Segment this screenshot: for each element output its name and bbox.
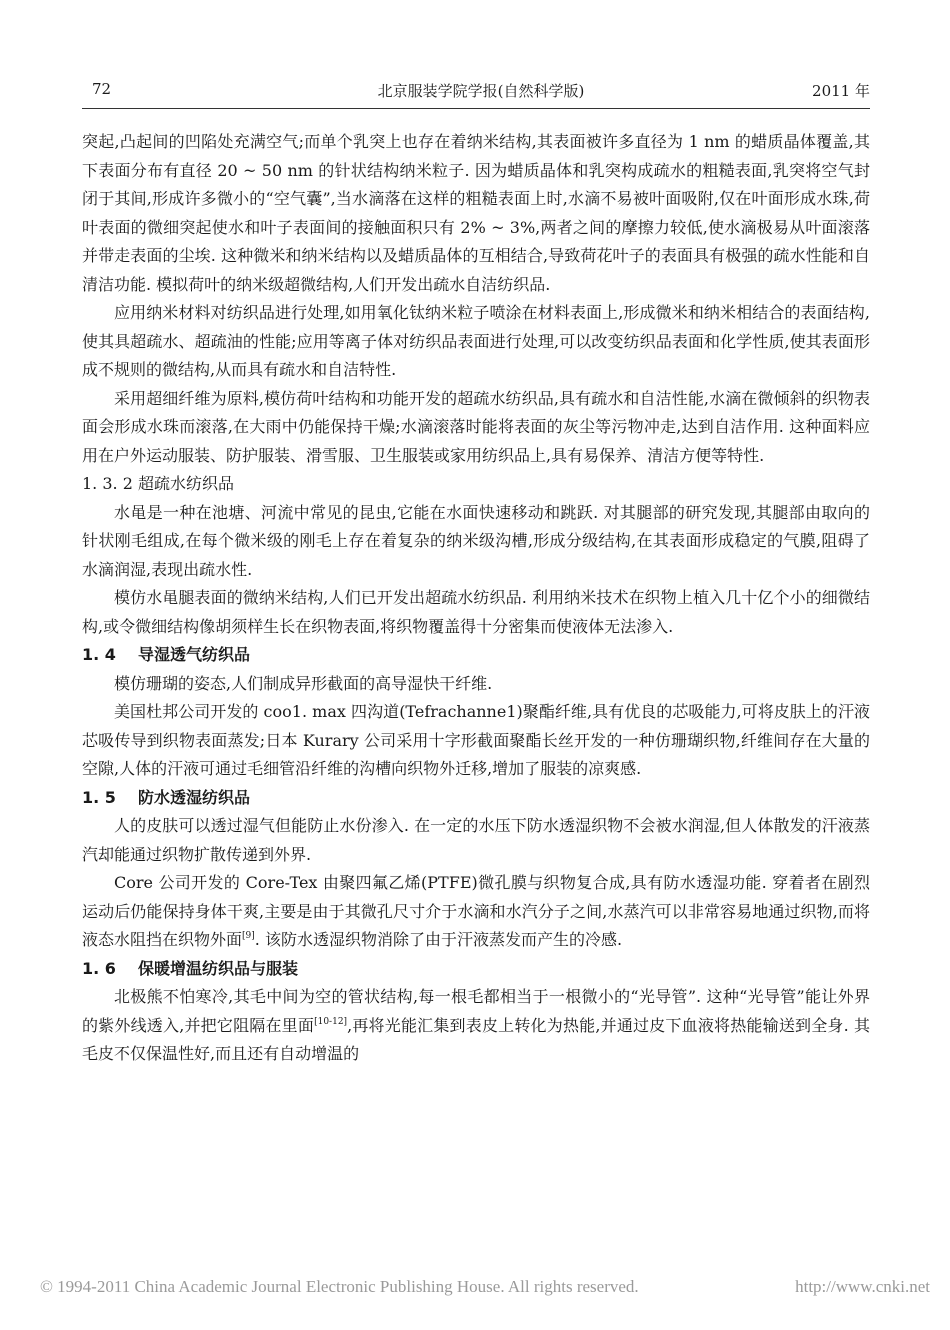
section-heading-1-4 [82,641,870,670]
paragraph: 水黾是一种在池塘、河流中常见的昆虫,它能在水面快速移动和跳跃. 对其腿部的研究发现,其腿部由取向的针状刚毛组成,在每个微米级的刚毛上存在着复杂的纳米级沟槽,形成分级结构,在其表面形成稳定的气膜,阻碍了水滴润湿,表现出疏水性. [82,502,870,579]
cnki-link[interactable]: http://www.cnki.net [795,1277,930,1296]
paragraph: 采用超细纤维为原料,模仿荷叶结构和功能开发的超疏水纺织品,具有疏水和自洁性能,水滴在微倾斜的织物表面会形成水珠而滚落,在大雨中仍能保持干燥;水滴滚落时能将表面的灰尘等污物冲走,达到自洁作用. 这种面料应用在户外运动服装、防护服装、滑雪服、卫生服装或家用纺织品上,具有易保养、清洁方便等特性. [82,388,870,465]
header-rule [82,108,870,109]
section-title: 导湿透气纺织品 [138,645,251,664]
copyright-text: © 1994-2011 China Academic Journal Electronic Publishing House. All rights reserved. [40,1277,639,1296]
paragraph-text: 北极熊不怕寒冷,其毛中间为空的管状结构,每一根毛都相当于一根微小的“光导管”. 这种“光导管”能让外界的紫外线透入,并把它阻隔在里面 [82,987,870,1035]
paragraph: 模仿珊瑚的姿态,人们制成异形截面的高导湿快干纤维. [114,673,493,693]
paragraph [82,983,870,1069]
paragraph: 应用纳米材料对纺织品进行处理,如用氧化钛纳米粒子喷涂在材料表面上,形成微米和纳米相结合的表面结构,使其具超疏水、超疏油的性能;应用等离子体对纺织品表面进行处理,可以改变纺织品表面和化学性质,使其表面形成不规则的微结构,从而具有疏水和自洁特性. [82,303,870,379]
citation-ref: [10-12] [314,1016,348,1027]
publication-year: 2011 年 [812,82,870,100]
section-title: 保暖增温纺织品与服装 [138,958,299,978]
section-number: 1. 5 [82,787,116,807]
citation-ref: [9] [242,931,255,941]
section-heading-1-6 [82,955,870,984]
section-number: 1. 3. 2 [82,474,133,493]
section-heading-1-3-2 [82,470,870,499]
page-number: 72 [92,80,112,98]
paragraph-text: ,再将光能汇集到表皮上转化为热能,并通过皮下血液将热能输送到全身. 其毛皮不仅保温性好,而且还有自动增温的 [82,1015,870,1063]
paragraph-text: . 该防水透湿织物消除了由于汗液蒸发而产生的冷感. [254,930,623,949]
paragraph: 美国杜邦公司开发的 coo1. max 四沟道(Tefrachanne1)聚酯纤维,具有优良的芯吸能力,可将皮肤上的汗液芯吸传导到织物表面蒸发;日本 Kurary 公司采用十字形截面聚酯长丝开发的一种仿珊瑚织物,纤维间存在大量的空隙,人体的汗液可通过毛细管沿纤维的沟槽向织物外迁移,增加了服装的凉爽感. [82,702,870,778]
running-header [92,80,870,104]
section-number: 1. 6 [82,958,116,978]
journal-title: 北京服装学院学报(自然科学版) [377,82,585,100]
paragraph-text: Core 公司开发的 Core-Tex 由聚四氟乙烯(PTFE)微孔膜与织物复合成,具有防水透湿功能. 穿着者在剧烈运动后仍能保持身体干爽,主要是由于其微孔尺寸介于水滴和水汽分子之间,水蒸汽可以非常容易地通过织物,而将液态水阻挡在织物外面 [82,873,870,949]
section-heading-1-5 [82,784,870,813]
paragraph: 模仿水黾腿表面的微纳米结构,人们已开发出超疏水纺织品. 利用纳米技术在织物上植入几十亿个小的细微结构,或令微细结构像胡须样生长在织物表面,将织物覆盖得十分密集而使液体无法渗入. [82,588,870,636]
paragraph [82,869,870,955]
section-number: 1. 4 [82,645,116,664]
article-body [82,128,870,1069]
paragraph: 突起,凸起间的凹陷处充满空气;而单个乳突上也存在着纳米结构,其表面被许多直径为 1 nm 的蜡质晶体覆盖,其下表面分布有直径 20 ~ 50 nm 的针状结构纳米粒子. 因为蜡质晶体和乳突构成疏水的粗糙表面,乳突将空气封闭于其间,形成许多微小的“空气囊”,当水滴落在这样的粗糙表面上时,水滴不易被叶面吸附,仅在叶面形成水珠,荷叶表面的微细突起使水和叶子表面间的接触面积只有 2% ~ 3%,两者之间的摩擦力较低,使水滴极易从叶面滚落并带走表面的尘埃. 这种微米和纳米结构以及蜡质晶体的互相结合,导致荷花叶子的表面具有极强的疏水性能和自清洁功能. 模拟荷叶的纳米级超微结构,人们开发出疏水自洁纺织品. [82,132,870,294]
section-title: 超疏水纺织品 [138,474,235,493]
section-title: 防水透湿纺织品 [138,787,251,807]
paragraph: 人的皮肤可以透过湿气但能防止水份渗入. 在一定的水压下防水透湿织物不会被水润湿,但人体散发的汗液蒸汽却能通过织物扩散传递到外界. [82,816,870,864]
